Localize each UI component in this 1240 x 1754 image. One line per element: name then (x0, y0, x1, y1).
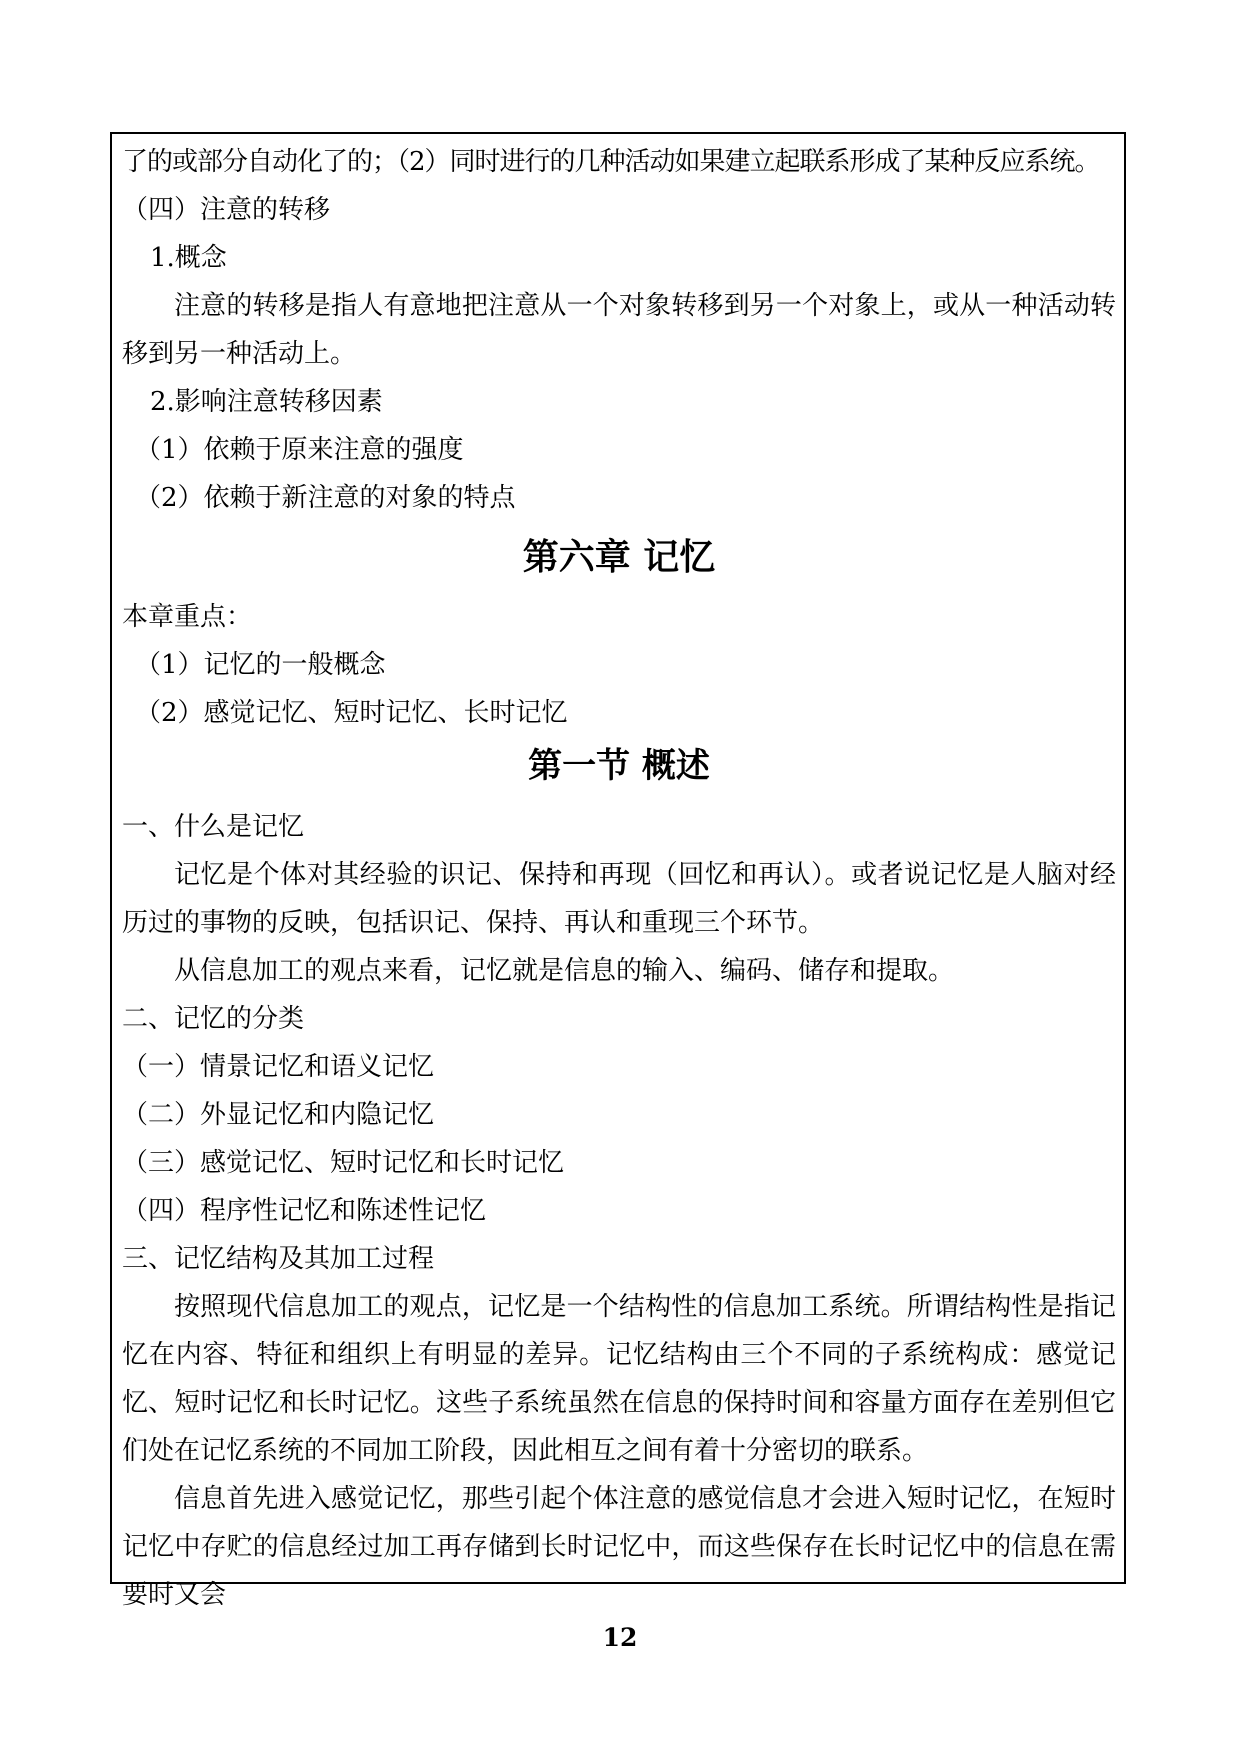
page-number: 12 (602, 1623, 638, 1652)
chapter-focus-label: 本章重点： (122, 602, 253, 632)
classification-item-4: （四）程序性记忆和陈述性记忆 (122, 1196, 487, 1226)
heading-what-is-memory: 一、什么是记忆 (122, 812, 305, 842)
classification-item-1: （一）情景记忆和语义记忆 (122, 1052, 435, 1082)
focus-item-1: （1）记忆的一般概念 (135, 650, 386, 680)
paragraph-memory-definition: 记忆是个体对其经验的识记、保持和再现（回忆和再认）。或者说记忆是人脑对经历过的事物的反映，包括识记、保持、再认和重现三个环节。 (122, 860, 1116, 938)
section-title: 第一节 概述 (528, 746, 710, 786)
paragraph-memory-structure: 按照现代信息加工的观点，记忆是一个结构性的信息加工系统。所谓结构性是指记忆在内容、特征和组织上有明显的差异。记忆结构由三个不同的子系统构成：感觉记忆、短时记忆和长时记忆。这些子系统虽然在信息的保持时间和容量方面存在差别但它们处在记忆系统的不同加工阶段，因此相互之间有着十分密切的联系。 (122, 1292, 1116, 1466)
focus-item-2: （2）感觉记忆、短时记忆、长时记忆 (135, 698, 568, 728)
chapter-title: 第六章 记忆 (522, 536, 716, 578)
paragraph-attention-shift: 注意的转移是指人有意地把注意从一个对象转移到另一个对象上，或从一种活动转移到另一种活动上。 (122, 291, 1116, 369)
heading-memory-structure: 三、记忆结构及其加工过程 (122, 1244, 435, 1274)
heading-attention-shift: （四）注意的转移 (122, 195, 331, 225)
item-concept: 1.概念 (150, 243, 227, 273)
factor-item-2: （2）依赖于新注意的对象的特点 (135, 483, 516, 513)
heading-memory-classification: 二、记忆的分类 (122, 1004, 305, 1034)
continuation-line: 了的或部分自动化了的；（2）同时进行的几种活动如果建立起联系形成了某种反应系统。 (122, 147, 1100, 177)
paragraph-memory-flow: 信息首先进入感觉记忆，那些引起个体注意的感觉信息才会进入短时记忆，在短时记忆中存贮的信息经过加工再存储到长时记忆中，而这些保存在长时记忆中的信息在需要时又会 (122, 1484, 1116, 1610)
classification-item-2: （二）外显记忆和内隐记忆 (122, 1100, 435, 1130)
content-border-frame (110, 132, 1126, 1610)
factor-item-1: （1）依赖于原来注意的强度 (135, 435, 464, 465)
paragraph-information-processing-view: 从信息加工的观点来看，记忆就是信息的输入、编码、储存和提取。 (174, 956, 955, 986)
item-shift-factors: 2.影响注意转移因素 (150, 387, 383, 417)
classification-item-3: （三）感觉记忆、短时记忆和长时记忆 (122, 1148, 565, 1178)
